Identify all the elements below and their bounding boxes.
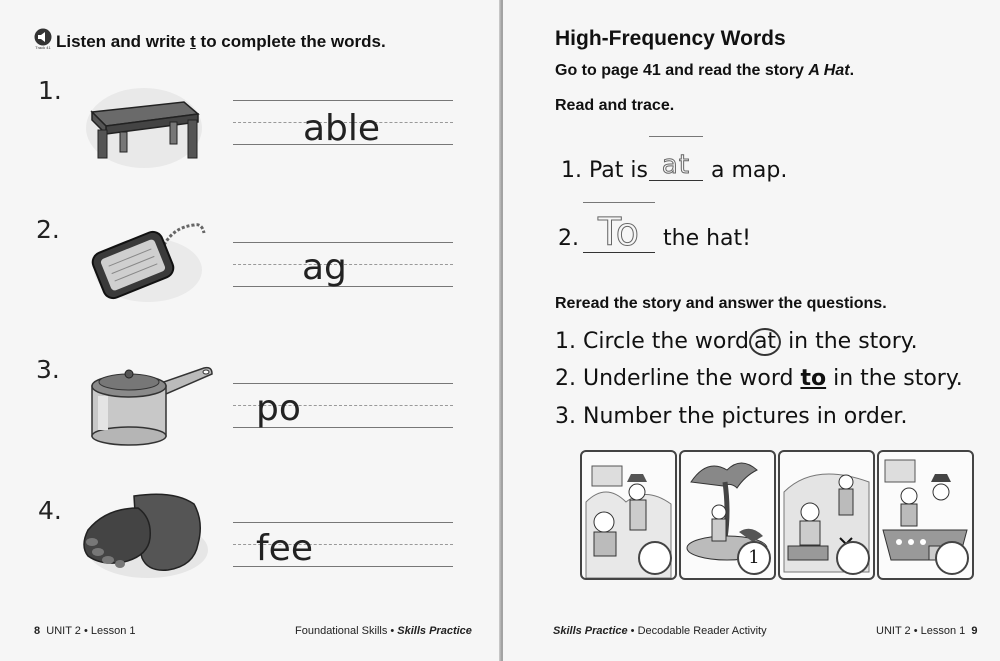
left-footer-unit: 8 UNIT 2 • Lesson 1 (34, 625, 136, 637)
story-panel (580, 450, 677, 580)
item-number: 1. (38, 76, 62, 105)
order-circle[interactable] (935, 541, 969, 575)
right-page (503, 0, 1000, 661)
question-2: 2. Underline the word to in the story. (555, 366, 963, 391)
right-footer-book: Skills Practice • Decodable Reader Activity (553, 625, 767, 637)
item-number: 2. (36, 215, 60, 244)
right-footer-unit: UNIT 2 • Lesson 1 9 (876, 625, 978, 637)
audio-speaker-icon (34, 28, 52, 50)
traced-word[interactable]: To (583, 210, 655, 253)
question-3: 3. Number the pictures in order. (555, 404, 908, 429)
reading-instruction: Go to page 41 and read the story A Hat. (555, 62, 855, 79)
page-number: 8 (34, 625, 41, 637)
trace-item-1-end: a map. (711, 158, 788, 183)
page-title: High-Frequency Words (555, 27, 786, 50)
track-label: Track 41 (35, 45, 51, 50)
read-trace-heading: Read and trace. (555, 97, 675, 114)
instruction: Listen and write t to complete the words. (56, 32, 386, 51)
trace-item-1: 1. Pat is (561, 158, 648, 183)
trace-item-2-end: the hat! (663, 226, 751, 251)
feet-picture (78, 490, 210, 582)
word-stem: ag (302, 247, 347, 288)
word-stem: fee (256, 528, 313, 569)
page-number: 9 (971, 625, 978, 637)
circled-word: at (749, 328, 781, 356)
target-letter: t (190, 32, 196, 51)
item-number: 4. (38, 496, 62, 525)
table-picture (84, 78, 204, 170)
item-number: 3. (36, 355, 60, 384)
story-panel (877, 450, 974, 580)
underlined-word: to (800, 366, 827, 391)
order-circle[interactable]: 1 (737, 541, 771, 575)
traced-word[interactable]: at (649, 150, 703, 181)
word-stem: po (256, 388, 301, 429)
luggage-tag-picture (88, 215, 208, 305)
question-1: 1. Circle the word at in the story. (555, 329, 918, 354)
word-stem: able (303, 108, 381, 149)
order-circle[interactable] (836, 541, 870, 575)
story-panel (679, 450, 776, 580)
pot-picture (86, 362, 216, 446)
trace-item-2: 2. (558, 226, 579, 251)
reread-heading: Reread the story and answer the questions. (555, 295, 887, 312)
story-panel (778, 450, 875, 580)
left-footer-series: Foundational Skills • Skills Practice (295, 625, 472, 637)
order-circle[interactable] (638, 541, 672, 575)
